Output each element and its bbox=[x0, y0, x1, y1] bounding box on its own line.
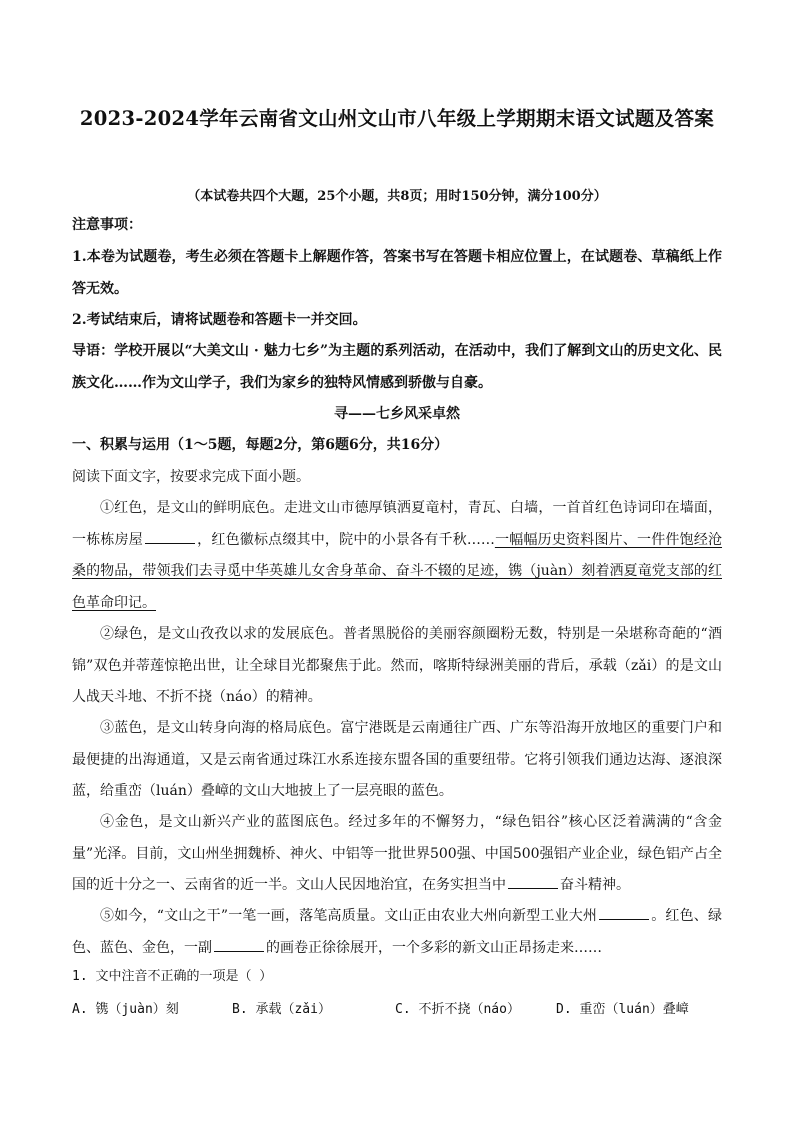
intro-text: 导语：学校开展以“大美文山 · 魅力七乡”为主题的系列活动，在活动中，我们了解到文山的历史文化、民族文化……作为文山学子，我们为家乡的独特风情感到骄傲与自豪。 bbox=[72, 343, 722, 391]
exam-info: （本试卷共四个大题，25个小题，共8页；用时150分钟，满分100分） bbox=[187, 189, 607, 204]
option-c[interactable]: C. 不折不挠（náo） bbox=[395, 1002, 520, 1017]
paragraph-4 bbox=[72, 807, 722, 902]
paragraph-5-part-b: 。红色、绿色、蓝色、金色，一副 bbox=[72, 908, 722, 956]
paragraph-2: ②绿色，是文山孜孜以求的发展底色。普者黑脱俗的美丽容颜圈粉无数，特别是一朵堪称奇葩的“酒锦”双色并蒂莲惊艳出世，让全球目光都聚焦于此。然而，喀斯特绿洲美丽的背后，承载（zǎi）的是文山人战天斗地、不折不挠（náo）的精神。 bbox=[72, 626, 722, 705]
fill-blank-4 bbox=[214, 939, 264, 952]
section-title: 寻——七乡风采卓然 bbox=[334, 406, 460, 422]
paragraph-4-part-a: ④金色，是文山新兴产业的蓝图底色。经过多年的不懈努力，“绿色铝谷”核心区泛着满满的“含金量”光泽。目前，文山州坐拥魏桥、神火、中铝等一批世界500强、中国500强铝产业企业，绿色铝产占全国的近十分之一、云南省的近一半。文山人民因地治宜，在务实担当中 bbox=[72, 814, 722, 893]
notice-item-2: 2.考试结束后，请将试题卷和答题卡一并交回。 bbox=[72, 312, 367, 328]
part1-heading: 一、积累与运用（1～5题，每题2分，第6题6分，共16分） bbox=[72, 437, 449, 453]
page-title: 2023-2024学年云南省文山州文山市八年级上学期期末语文试题及答案 bbox=[79, 107, 715, 130]
fill-blank-2 bbox=[508, 876, 558, 889]
paragraph-1 bbox=[72, 493, 722, 619]
notice-heading: 注意事项： bbox=[72, 217, 142, 233]
paragraph-5-part-a: ⑤如今，“文山之干”一笔一画，落笔高质量。文山正由农业大州向新型工业大州 bbox=[100, 908, 598, 924]
question-1: 1. 文中注音不正确的一项是（ ） bbox=[72, 969, 273, 984]
option-b[interactable]: B. 承载（zǎi） bbox=[232, 1002, 331, 1017]
paragraph-3: ③蓝色，是文山转身向海的格局底色。富宁港既是云南通往广西、广东等沿海开放地区的重要门户和最便捷的出海通道，又是云南省通过珠江水系连接东盟各国的重要纽带。它将引领我们通边达海、逐浪深蓝，给重峦（luán）叠嶂的文山大地披上了一层亮眼的蓝色。 bbox=[72, 720, 722, 799]
fill-blank-1 bbox=[145, 531, 195, 544]
paragraph-5 bbox=[72, 901, 722, 964]
reading-instruction: 阅读下面文字，按要求完成下面小题。 bbox=[72, 469, 310, 485]
notice-item-1: 1.本卷为试题卷，考生必须在答题卡上解题作答，答案书写在答题卡相应位置上，在试题卷、草稿纸上作答无效。 bbox=[72, 249, 722, 297]
paragraph-1-part-a: ①红色，是文山的鲜明底色。走进文山市德厚镇洒夏竜村，青瓦、白墙，一首首红色诗词印在墙面，一栋栋房屋 bbox=[72, 500, 722, 548]
paragraph-1-part-b: ，红色徽标点缀其中，院中的小景各有千秋…… bbox=[196, 531, 495, 548]
underlined-sentence: 一幅幅历史资料图片、一件件饱经沧桑的物品，带领我们去寻觅中华英雄儿女舍身革命、奋斗不辍的足迹，镌（juàn）刻着洒夏竜党支部的红色革命印记。 bbox=[72, 531, 723, 611]
paragraph-4-part-b: 奋斗精神。 bbox=[560, 877, 630, 893]
answer-options bbox=[72, 992, 722, 1022]
paragraph-5-part-c: 的画卷正徐徐展开，一个多彩的新文山正昂扬走来…… bbox=[266, 939, 602, 956]
fill-blank-3 bbox=[599, 907, 649, 920]
option-d[interactable]: D. 重峦（luán）叠嶂 bbox=[556, 1002, 689, 1017]
option-a[interactable]: A. 镌（juàn）刻 bbox=[72, 1002, 179, 1017]
